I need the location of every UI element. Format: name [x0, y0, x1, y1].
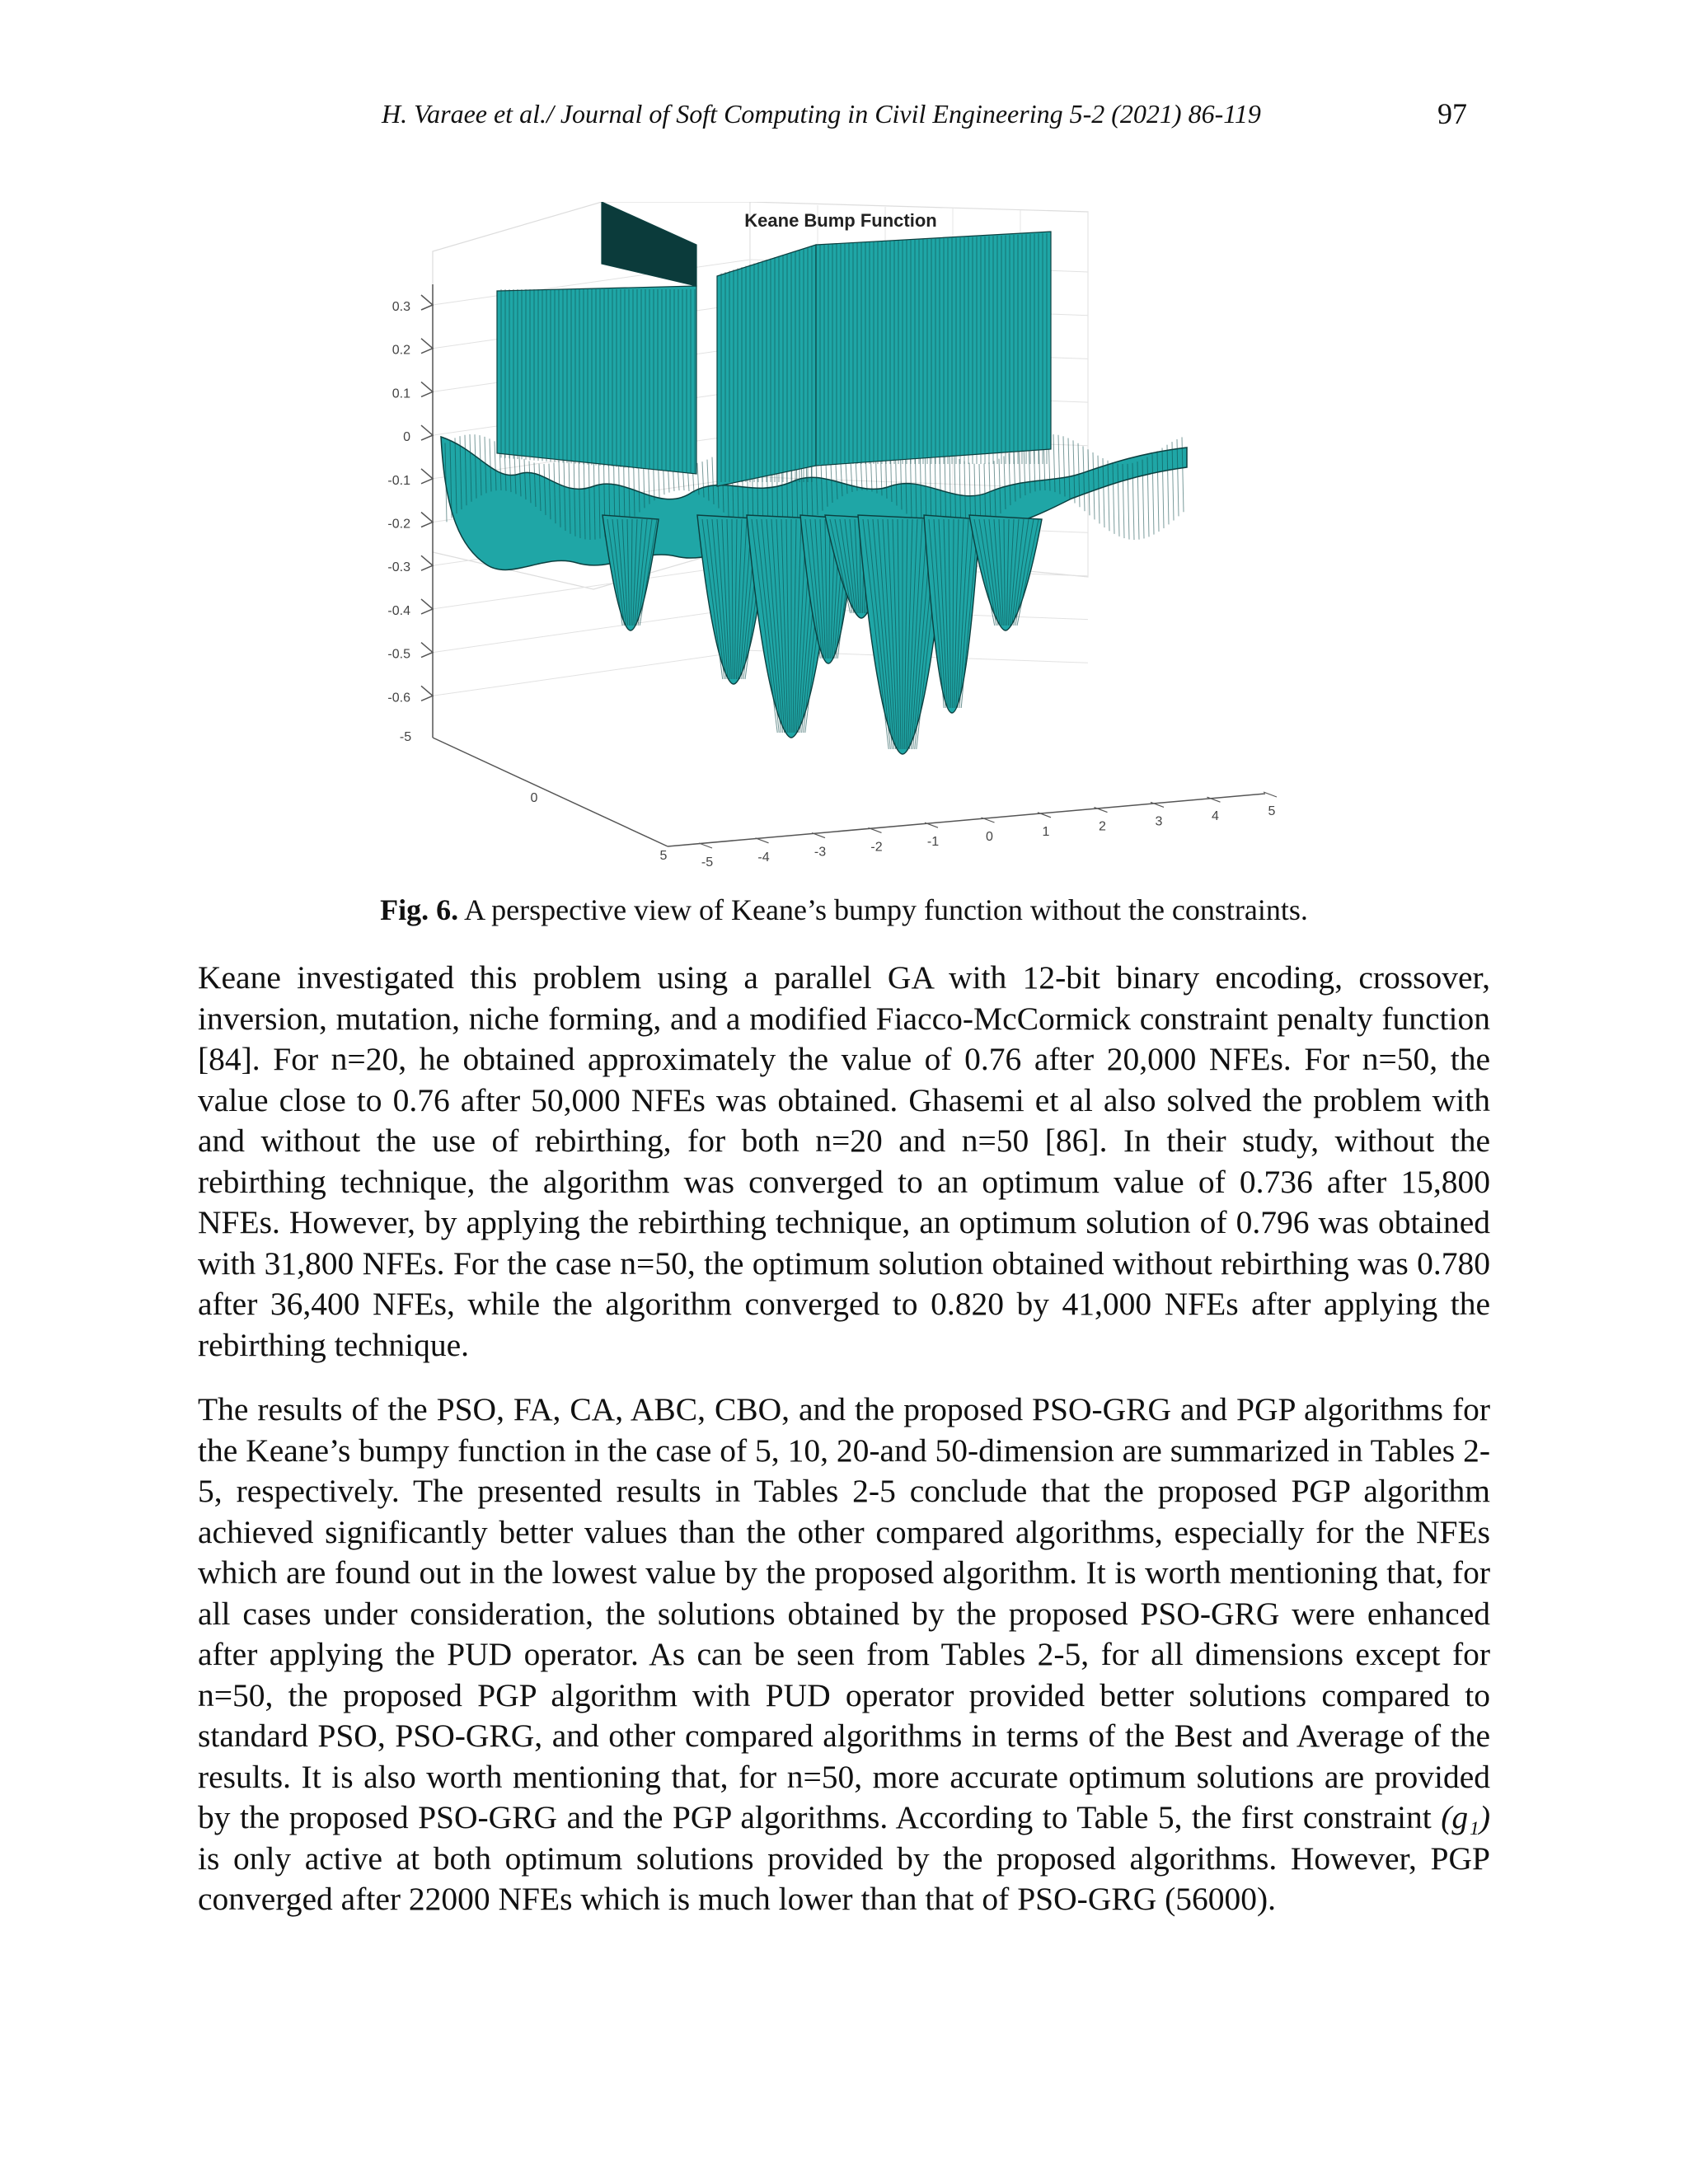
z-tick-mark [421, 686, 433, 701]
z-tick-label: -0.1 [387, 473, 410, 488]
x-tick-label: -5 [701, 855, 714, 869]
paragraph-2 [198, 1390, 1490, 1920]
z-tick-label: 0 [403, 430, 410, 445]
z-tick-mark [421, 643, 433, 658]
figure-caption [0, 893, 1688, 927]
paragraph-1: Keane investigated this problem using a parallel GA with 12-bit binary encoding, crossover, inversion, mutation, niche forming, and a modified Fiacco-McCormick constraint penalty function [84]. For n=20, he obtained approximately the value of 0.76 after 20,000 NFEs. For n=50, the value close to 0.76 after 50,000 NFEs was obtained. Ghasemi et al also solved the problem with and without the use of rebirthing, for both n=20 and n=50 [86]. In their study, without the rebirthing technique, the algorithm was converged to an optimum value of 0.736 after 15,800 NFEs. However, by applying the rebirthing technique, an optimum solution of 0.796 was obtained with 31,800 NFEs. For the case n=50, the optimum solution obtained without rebirthing was 0.780 after 36,400 NFEs, while the algorithm converged to 0.820 by 41,000 NFEs after applying the rebirthing technique. [198, 959, 1490, 1363]
wall-right [816, 232, 1051, 466]
constraint-g1: (g₁) [1441, 1799, 1490, 1835]
running-header [0, 99, 1688, 140]
z-tick-label: -0.4 [387, 603, 410, 618]
x-tick-label: 0 [986, 830, 993, 844]
x-tick-mark [699, 843, 712, 848]
z-tick-label: 0.3 [392, 300, 410, 314]
x-tick-label: 5 [1268, 804, 1276, 818]
z-tick-mark [421, 382, 433, 396]
paragraph-2-text-b: is only active at both optimum solutions provided by the proposed algorithms. However, PGP converged after 22000 NFEs which is much lower than that of PSO-GRG (56000). [198, 1840, 1490, 1917]
surface-chart [363, 202, 1319, 886]
x-tick-label: -2 [870, 840, 883, 855]
x-tick-label: 2 [1099, 819, 1106, 834]
z-tick-mark [421, 599, 433, 614]
caption-label: Fig. 6. [380, 893, 459, 926]
chart-title: Keane Bump Function [744, 210, 937, 231]
wall-left [497, 286, 696, 474]
caption-text: A perspective view of Keane’s bumpy function without the constraints. [458, 893, 1308, 926]
x-tick-label: 4 [1212, 809, 1219, 824]
z-tick-mark [421, 339, 433, 354]
z-tick-mark [421, 295, 433, 310]
y-tick-label: -5 [399, 730, 412, 744]
figure-keane-bump [363, 202, 1319, 886]
x-tick-label: 1 [1042, 824, 1050, 839]
x-tick-label: -1 [926, 835, 940, 850]
grid-line [433, 650, 750, 696]
z-tick-label: -0.5 [387, 647, 410, 662]
page-number: 97 [1437, 97, 1467, 130]
y-axis-line [433, 738, 668, 846]
journal-citation: H. Varaee et al./ Journal of Soft Computing in Civil Engineering 5-2 (2021) 86-119 [382, 99, 1261, 129]
z-tick-label: -0.3 [387, 560, 410, 575]
paragraph-2-text-a: The results of the PSO, FA, CA, ABC, CBO, and the proposed PSO-GRG and PGP algorithms for the Keane’s bumpy function in the case of 5, 10, 20-and 50-dimension are summarized in Tables 2-5, respectively. The presented results in Tables 2-5 conclude that the proposed PGP algorithm achieved significantly better values than the other compared algorithms, especially for the NFEs which are found out in the lowest value by the proposed algorithm. It is worth mentioning that, for all cases under consideration, the solutions obtained by the proposed PSO-GRG were enhanced after applying the PUD operator. As can be seen from Tables 2-5, for all dimensions except for n=50, the proposed PGP algorithm with PUD operator provided better solutions compared to standard PSO, PSO-GRG, and other compared algorithms in terms of the Best and Average of the results. It is also worth mentioning that, for n=50, more accurate optimum solutions are provided by the proposed PSO-GRG and the PGP algorithms. According to Table 5, the first constraint [198, 1391, 1490, 1835]
z-tick-mark [421, 425, 433, 440]
y-tick-label: 0 [530, 791, 538, 805]
x-tick-mark [756, 838, 769, 843]
z-tick-mark [421, 469, 433, 484]
grid-line [433, 607, 750, 653]
z-tick-label: -0.2 [387, 517, 410, 532]
z-tick-mark [421, 555, 433, 570]
x-tick-mark [1264, 792, 1277, 797]
z-tick-mark [421, 513, 433, 527]
x-tick-label: 3 [1155, 814, 1163, 829]
z-tick-label: 0.1 [392, 387, 410, 401]
x-tick-label: -4 [757, 850, 770, 865]
z-tick-label: 0.2 [392, 343, 410, 358]
x-tick-label: -3 [814, 845, 827, 860]
z-tick-label: -0.6 [387, 691, 410, 705]
y-tick-label: 5 [659, 849, 668, 863]
